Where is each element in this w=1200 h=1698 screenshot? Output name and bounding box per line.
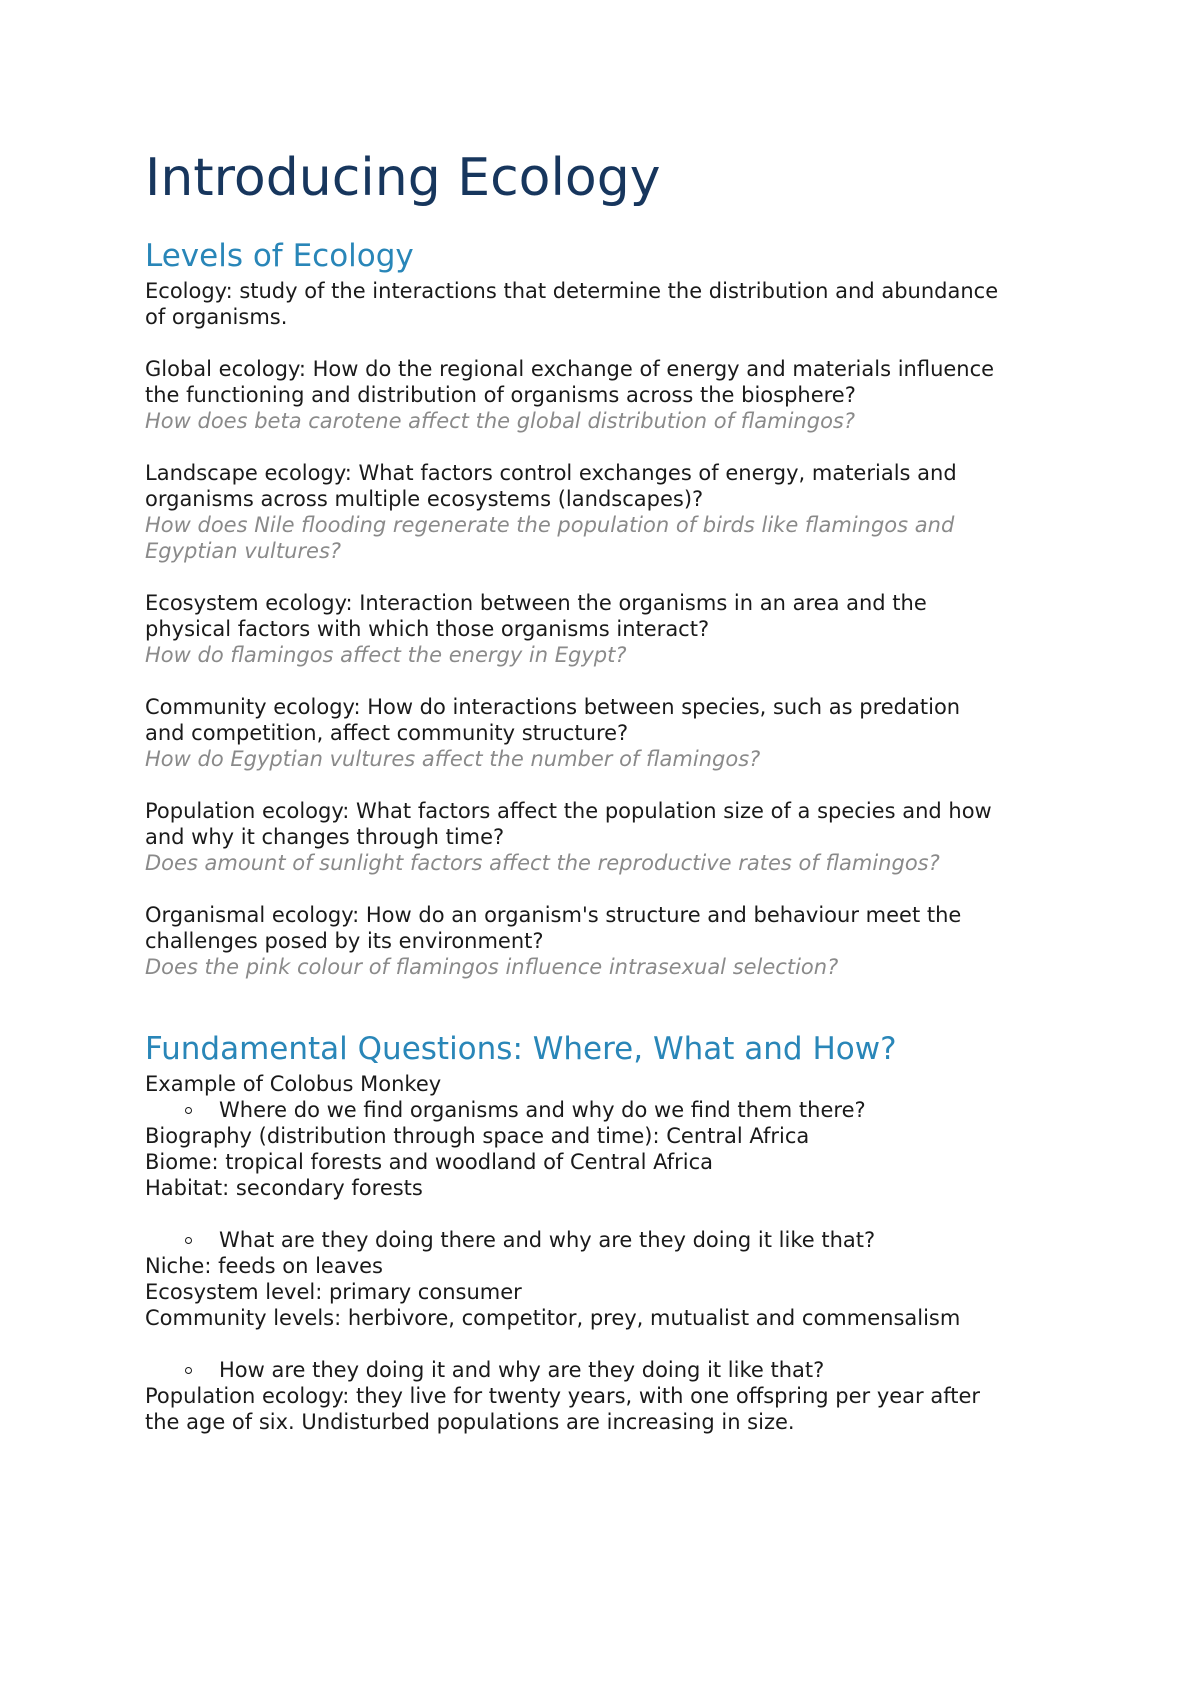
niche-line: Niche: feeds on leaves (145, 1254, 383, 1278)
what-section (145, 1227, 1065, 1331)
ecosystem-level-line: Ecosystem level: primary consumer (145, 1280, 522, 1304)
population-ecology-paragraph (145, 798, 1065, 876)
ecology-definition-line: of organisms. (145, 305, 288, 329)
landscape-ecology-example: Egyptian vultures? (145, 539, 342, 563)
fundamental-heading-block (145, 1029, 1065, 1069)
hollow-circle-bullet-icon (185, 1237, 192, 1244)
global-ecology-paragraph (145, 356, 1065, 434)
hollow-circle-bullet-icon (185, 1367, 192, 1374)
levels-heading-block (145, 236, 1065, 276)
how-question-bullet (145, 1357, 1065, 1383)
ecology-definition (145, 278, 1065, 330)
organismal-ecology-line: Organismal ecology: How do an organism's structure and behaviour meet the (145, 903, 962, 927)
population-summary-line: the age of six. Undisturbed populations are increasing in size. (145, 1410, 795, 1434)
levels-heading: Levels of Ecology (145, 238, 414, 274)
biome-line: Biome: tropical forests and woodland of Central Africa (145, 1150, 714, 1174)
where-question-bullet (145, 1097, 1065, 1123)
population-ecology-example: Does amount of sunlight factors affect the reproductive rates of flamingos? (145, 851, 940, 875)
where-question: Where do we find organisms and why do we find them there? (219, 1098, 866, 1122)
landscape-ecology-paragraph (145, 460, 1065, 564)
hollow-circle-bullet-icon (185, 1107, 192, 1114)
fundamental-heading: Fundamental Questions: Where, What and How? (145, 1031, 897, 1067)
global-ecology-line: Global ecology: How do the regional exchange of energy and materials influence (145, 357, 995, 381)
what-question-bullet (145, 1227, 1065, 1253)
community-ecology-paragraph (145, 694, 1065, 772)
global-ecology-line: the functioning and distribution of organisms across the biosphere? (145, 383, 856, 407)
landscape-ecology-example: How does Nile flooding regenerate the population of birds like flamingos and (145, 513, 955, 537)
ecology-definition-line: Ecology: study of the interactions that determine the distribution and abundance (145, 279, 999, 303)
ecosystem-ecology-paragraph (145, 590, 1065, 668)
organismal-ecology-line: challenges posed by its environment? (145, 929, 544, 953)
population-ecology-line: Population ecology: What factors affect the population size of a species and how (145, 799, 992, 823)
biography-line: Biography (distribution through space and time): Central Africa (145, 1124, 810, 1148)
page-title: Introducing Ecology (145, 148, 661, 208)
landscape-ecology-line: Landscape ecology: What factors control exchanges of energy, materials and (145, 461, 957, 485)
example-label: Example of Colobus Monkey (145, 1072, 442, 1096)
what-question: What are they doing there and why are they doing it like that? (219, 1228, 876, 1252)
global-ecology-example: How does beta carotene affect the global distribution of flamingos? (145, 409, 856, 433)
population-summary-line: Population ecology: they live for twenty years, with one offspring per year after (145, 1384, 981, 1408)
organismal-ecology-paragraph (145, 902, 1065, 980)
ecosystem-ecology-line: Ecosystem ecology: Interaction between the organisms in an area and the (145, 591, 927, 615)
community-levels-line: Community levels: herbivore, competitor, prey, mutualist and commensalism (145, 1306, 961, 1330)
ecosystem-ecology-line: physical factors with which those organisms interact? (145, 617, 710, 641)
how-question: How are they doing it and why are they doing it like that? (219, 1358, 825, 1382)
community-ecology-line: and competition, affect community structure? (145, 721, 629, 745)
where-section (145, 1071, 1065, 1201)
community-ecology-line: Community ecology: How do interactions between species, such as predation (145, 695, 961, 719)
landscape-ecology-line: organisms across multiple ecosystems (landscapes)? (145, 487, 704, 511)
how-section (145, 1357, 1065, 1435)
organismal-ecology-example: Does the pink colour of flamingos influence intrasexual selection? (145, 955, 839, 979)
community-ecology-example: How do Egyptian vultures affect the number of flamingos? (145, 747, 761, 771)
population-ecology-line: and why it changes through time? (145, 825, 505, 849)
habitat-line: Habitat: secondary forests (145, 1176, 423, 1200)
ecosystem-ecology-example: How do flamingos affect the energy in Egypt? (145, 643, 627, 667)
